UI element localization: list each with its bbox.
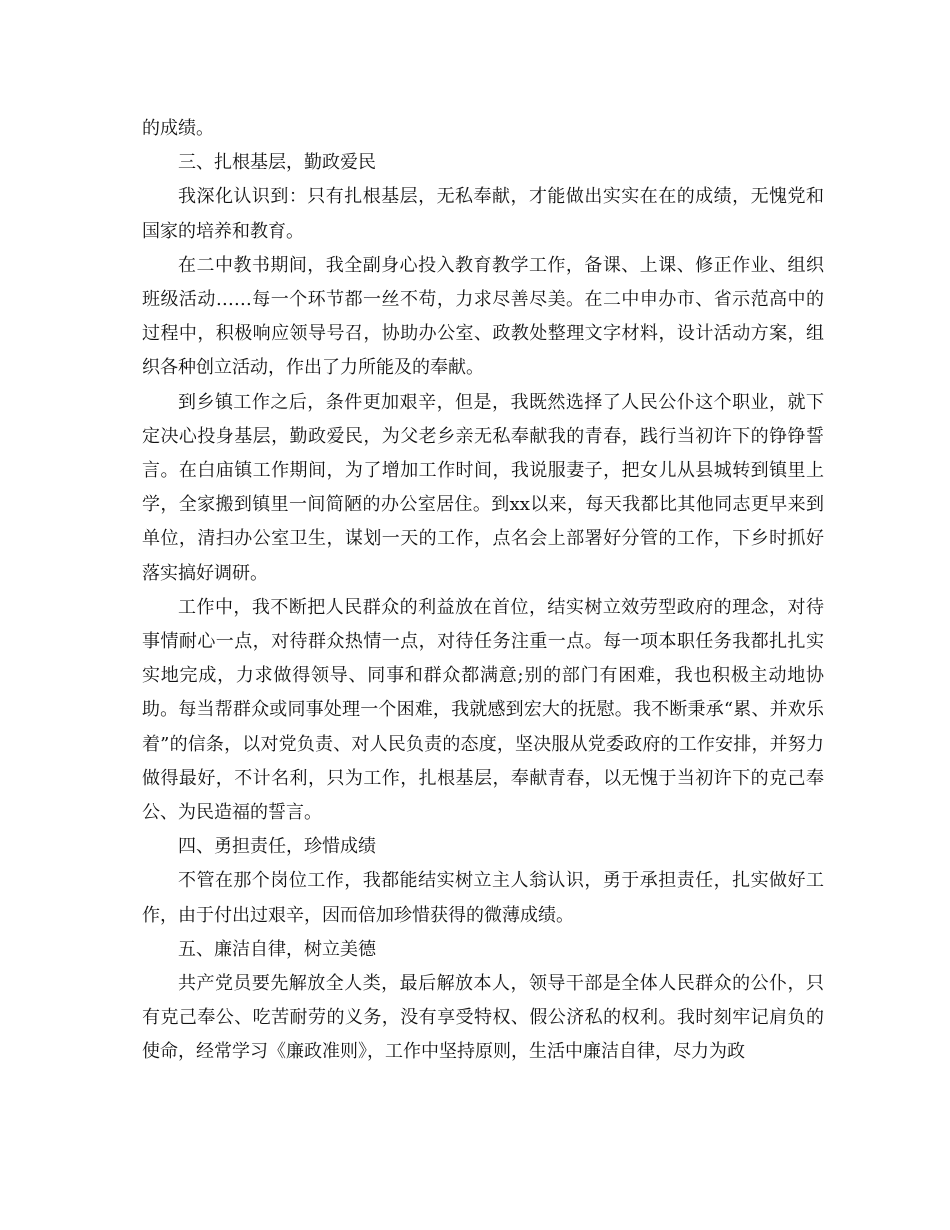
section-heading-3: 三、扎根基层，勤政爱民 — [178, 152, 376, 174]
section-heading-4: 四、勇担责任，珍惜成绩 — [178, 836, 376, 858]
paragraph: 到乡镇工作之后，条件更加艰辛，但是，我既然选择了人民公仆这个职业，就下定决心投身基层，勤政爱民，为父老乡亲无私奉献我的青春，践行当初许下的铮铮誓言。在白庙镇工作期间，为了增加工作时间，我说服妻子，把女儿从县城转到镇里上学，全家搬到镇里一间简陋的办公室居住。到xx以来，每天我都比其他同志更早来到单位，清扫办公室卫生，谋划一天的工作，点名会上部署好分管的工作，下乡时抓好落实搞好调研。 — [142, 391, 824, 584]
section-heading-5: 五、廉洁自律，树立美德 — [178, 938, 376, 960]
paragraph: 共产党员要先解放全人类，最后解放本人，领导干部是全体人民群众的公仆，只有克己奉公、吃苦耐劳的义务，没有享受特权、假公济私的权利。我时刻牢记肩负的使命，经常学习《廉政准则》，工作中坚持原则，生活中廉洁自律，尽力为政 — [142, 973, 824, 1063]
document-body — [142, 112, 824, 1070]
paragraph-continuation: 的成绩。 — [142, 118, 214, 139]
paragraph: 在二中教书期间，我全副身心投入教育教学工作，备课、上课、修正作业、组织班级活动……每一个环节都一丝不苟，力求尽善尽美。在二中申办市、省示范高中的过程中，积极响应领导号召，协助办公室、政教处整理文字材料，设计活动方案，组织各种创立活动，作出了力所能及的奉献。 — [142, 254, 824, 379]
paragraph: 我深化认识到：只有扎根基层，无私奉献，才能做出实实在在的成绩，无愧党和国家的培养和教育。 — [142, 186, 824, 242]
paragraph: 不管在那个岗位工作，我都能结实树立主人翁认识，勇于承担责任，扎实做好工作，由于付出过艰辛，因而倍加珍惜获得的微薄成绩。 — [142, 870, 824, 926]
paragraph: 工作中，我不断把人民群众的利益放在首位，结实树立效劳型政府的理念，对待事情耐心一点，对待群众热情一点，对待任务注重一点。每一项本职任务我都扎扎实实地完成，力求做得领导、同事和群众都满意;别的部门有困难，我也积极主动地协助。每当帮群众或同事处理一个困难，我就感到宏大的抚慰。我不断秉承“累、并欢乐着”的信条，以对党负责、对人民负责的态度，坚决服从党委政府的工作安排，并努力做得最好，不计名利，只为工作，扎根基层，奉献青春，以无愧于当初许下的克己奉公、为民造福的誓言。 — [142, 596, 824, 824]
